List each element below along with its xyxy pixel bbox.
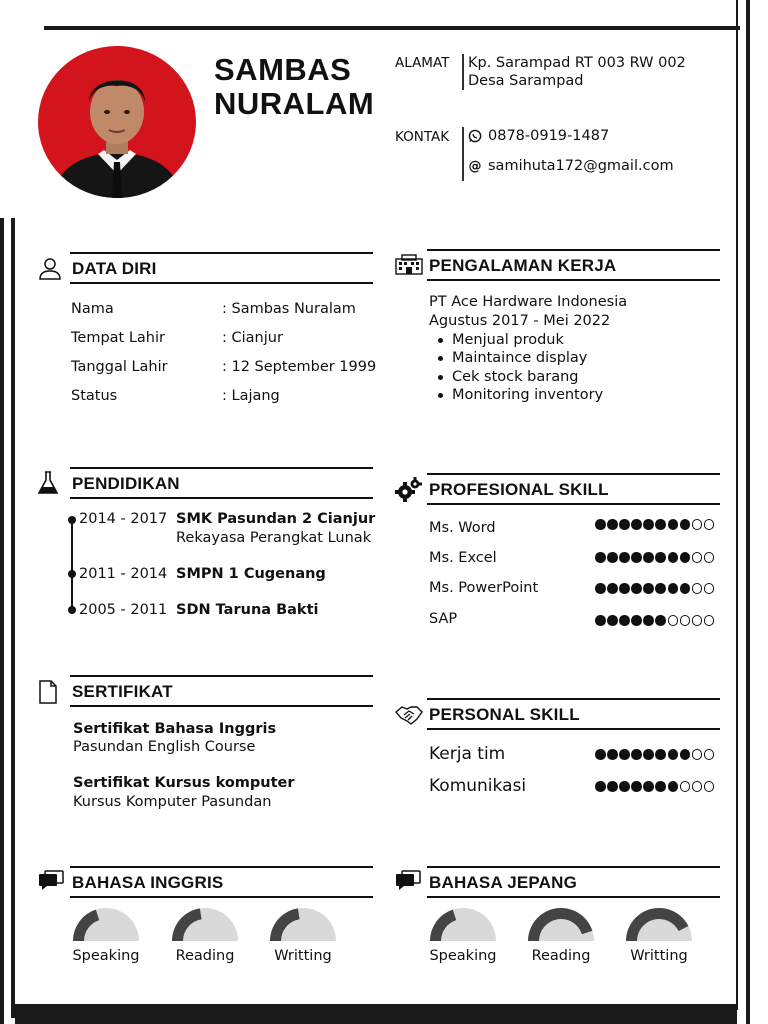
- rating-dot: [595, 781, 606, 792]
- document-icon: [38, 680, 64, 706]
- rating-dot: [619, 615, 630, 626]
- rating-dot: [631, 615, 642, 626]
- skill-rating: [595, 519, 714, 530]
- skill-name: SAP: [429, 611, 458, 627]
- rating-dot: [692, 615, 703, 626]
- alamat-line2: Desa Sarampad: [468, 73, 584, 89]
- rating-dot: [655, 519, 666, 530]
- list-item: Maintaince display: [436, 349, 603, 367]
- rating-dot: [668, 583, 679, 594]
- rating-dot: [655, 583, 666, 594]
- section-title: PENDIDIKAN: [72, 474, 180, 493]
- rating-dot: [692, 583, 703, 594]
- data-value-status: : Lajang: [222, 388, 280, 404]
- section-bahasa-inggris-header: [70, 866, 373, 898]
- rating-dot: [631, 781, 642, 792]
- language-gauge: [73, 908, 139, 942]
- data-value-tempat-lahir: : Cianjur: [222, 330, 283, 346]
- edu-school: SMK Pasundan 2 Cianjur: [176, 511, 376, 527]
- rating-dot: [668, 519, 679, 530]
- job-company: PT Ace Hardware Indonesia: [429, 294, 628, 310]
- edu-major: Rekayasa Perangkat Lunak: [176, 530, 372, 546]
- name-first: SAMBAS: [214, 52, 352, 87]
- rating-dot: [619, 583, 630, 594]
- skill-rating: [595, 552, 714, 563]
- rating-dot: [704, 749, 715, 760]
- rating-dot: [619, 519, 630, 530]
- handshake-icon: [395, 704, 421, 730]
- rating-dot: [655, 749, 666, 760]
- phone-number[interactable]: 0878-0919-1487: [488, 128, 610, 144]
- rating-dot: [619, 552, 630, 563]
- rating-dot: [643, 519, 654, 530]
- rating-dot: [668, 781, 679, 792]
- language-gauge: [430, 908, 496, 942]
- kontak-separator: [462, 127, 464, 181]
- rating-dot: [704, 615, 715, 626]
- job-task-list: [436, 331, 603, 404]
- section-title: PENGALAMAN KERJA: [429, 256, 617, 275]
- cert-issuer: Pasundan English Course: [73, 739, 256, 755]
- list-item: Monitoring inventory: [436, 386, 603, 404]
- gauge-label: Speaking: [429, 948, 497, 964]
- skill-name: Kerja tim: [429, 744, 506, 764]
- at-icon: @: [468, 158, 482, 174]
- gauge-label: Writting: [630, 948, 688, 964]
- rating-dot: [704, 519, 715, 530]
- frame-left-inner-line: [11, 218, 15, 1018]
- rating-dot: [680, 781, 691, 792]
- cert-name: Sertifikat Kursus komputer: [73, 775, 295, 791]
- list-item: Cek stock barang: [436, 368, 603, 386]
- section-pengalaman-header: [427, 249, 720, 281]
- list-item: Menjual produk: [436, 331, 603, 349]
- data-value-nama: : Sambas Nuralam: [222, 301, 356, 317]
- person-icon: [37, 256, 63, 282]
- skill-rating: [595, 749, 714, 760]
- data-label-nama: Nama: [71, 301, 114, 317]
- alamat-line1: Kp. Sarampad RT 003 RW 002: [468, 55, 686, 71]
- rating-dot: [680, 749, 691, 760]
- rating-dot: [607, 781, 618, 792]
- timeline-line: [71, 520, 73, 612]
- rating-dot: [643, 781, 654, 792]
- skill-name: Ms. PowerPoint: [429, 580, 539, 596]
- alamat-label: ALAMAT: [395, 55, 450, 71]
- rating-dot: [692, 749, 703, 760]
- frame-left-line: [0, 218, 4, 1024]
- rating-dot: [680, 519, 691, 530]
- alamat-separator: [462, 54, 464, 90]
- rating-dot: [595, 749, 606, 760]
- data-label-tanggal-lahir: Tanggal Lahir: [71, 359, 168, 375]
- gears-icon: [394, 477, 420, 503]
- skill-name: Ms. Word: [429, 520, 496, 536]
- kontak-label: KONTAK: [395, 129, 450, 145]
- rating-dot: [704, 552, 715, 563]
- rating-dot: [607, 519, 618, 530]
- section-title: BAHASA JEPANG: [429, 873, 578, 892]
- rating-dot: [631, 552, 642, 563]
- skill-name: Ms. Excel: [429, 550, 497, 566]
- name-last: NURALAM: [214, 86, 375, 121]
- chat-bubbles-icon: [38, 870, 64, 896]
- rating-dot: [668, 615, 679, 626]
- rating-dot: [619, 781, 630, 792]
- rating-dot: [704, 781, 715, 792]
- data-value-tanggal-lahir: : 12 September 1999: [222, 359, 377, 375]
- data-label-tempat-lahir: Tempat Lahir: [71, 330, 165, 346]
- section-data-diri-header: [70, 252, 373, 284]
- cert-issuer: Kursus Komputer Pasundan: [73, 794, 272, 810]
- language-gauge: [270, 908, 336, 942]
- rating-dot: [631, 519, 642, 530]
- section-bahasa-jepang-header: [427, 866, 720, 898]
- rating-dot: [631, 583, 642, 594]
- rating-dot: [680, 615, 691, 626]
- section-title: SERTIFIKAT: [72, 682, 173, 701]
- rating-dot: [680, 552, 691, 563]
- rating-dot: [692, 552, 703, 563]
- rating-dot: [680, 583, 691, 594]
- gauge-label: Writting: [274, 948, 332, 964]
- rating-dot: [595, 552, 606, 563]
- skill-name: Komunikasi: [429, 776, 527, 796]
- skill-rating: [595, 583, 714, 594]
- email-address[interactable]: samihuta172@gmail.com: [488, 158, 674, 174]
- data-label-status: Status: [71, 388, 118, 404]
- frame-top-line: [44, 26, 740, 30]
- profile-photo: [38, 46, 196, 198]
- skill-rating: [595, 615, 714, 626]
- email-row: [468, 158, 674, 174]
- section-title: BAHASA INGGRIS: [72, 873, 224, 892]
- flask-icon: [37, 470, 63, 496]
- section-pendidikan-header: [70, 467, 373, 499]
- timeline-dot: [68, 570, 76, 578]
- job-period: Agustus 2017 - Mei 2022: [429, 313, 611, 329]
- rating-dot: [692, 519, 703, 530]
- cert-name: Sertifikat Bahasa Inggris: [73, 721, 277, 737]
- rating-dot: [655, 781, 666, 792]
- timeline-dot: [68, 516, 76, 524]
- frame-right-line: [746, 0, 750, 1024]
- rating-dot: [595, 519, 606, 530]
- edu-years: 2014 - 2017: [79, 511, 168, 527]
- language-gauge: [172, 908, 238, 942]
- rating-dot: [692, 781, 703, 792]
- section-personal-skill-header: [427, 698, 720, 730]
- rating-dot: [655, 552, 666, 563]
- rating-dot: [619, 749, 630, 760]
- rating-dot: [643, 552, 654, 563]
- rating-dot: [668, 749, 679, 760]
- gauge-label: Reading: [531, 948, 591, 964]
- timeline-dot: [68, 606, 76, 614]
- rating-dot: [607, 583, 618, 594]
- frame-right-inner-line: [736, 0, 738, 1010]
- edu-school: SMPN 1 Cugenang: [176, 566, 326, 582]
- language-gauge: [626, 908, 692, 942]
- section-profesional-skill-header: [427, 473, 720, 505]
- rating-dot: [607, 615, 618, 626]
- rating-dot: [643, 749, 654, 760]
- section-title: PROFESIONAL SKILL: [429, 480, 609, 499]
- edu-years: 2005 - 2011: [79, 602, 168, 618]
- frame-bottom-bar: [15, 1004, 737, 1024]
- rating-dot: [655, 615, 666, 626]
- section-sertifikat-header: [70, 675, 373, 707]
- building-icon: [395, 253, 421, 279]
- gauge-label: Speaking: [72, 948, 140, 964]
- section-title: DATA DIRI: [72, 259, 157, 278]
- rating-dot: [704, 583, 715, 594]
- rating-dot: [595, 615, 606, 626]
- section-title: PERSONAL SKILL: [429, 705, 580, 724]
- phone-row: [468, 128, 609, 144]
- language-gauge: [528, 908, 594, 942]
- gauge-label: Reading: [175, 948, 235, 964]
- rating-dot: [668, 552, 679, 563]
- rating-dot: [607, 552, 618, 563]
- rating-dot: [631, 749, 642, 760]
- whatsapp-icon: [468, 129, 482, 143]
- skill-rating: [595, 781, 714, 792]
- rating-dot: [595, 583, 606, 594]
- edu-years: 2011 - 2014: [79, 566, 168, 582]
- rating-dot: [607, 749, 618, 760]
- rating-dot: [643, 583, 654, 594]
- chat-bubbles-icon: [395, 870, 421, 896]
- rating-dot: [643, 615, 654, 626]
- edu-school: SDN Taruna Bakti: [176, 602, 319, 618]
